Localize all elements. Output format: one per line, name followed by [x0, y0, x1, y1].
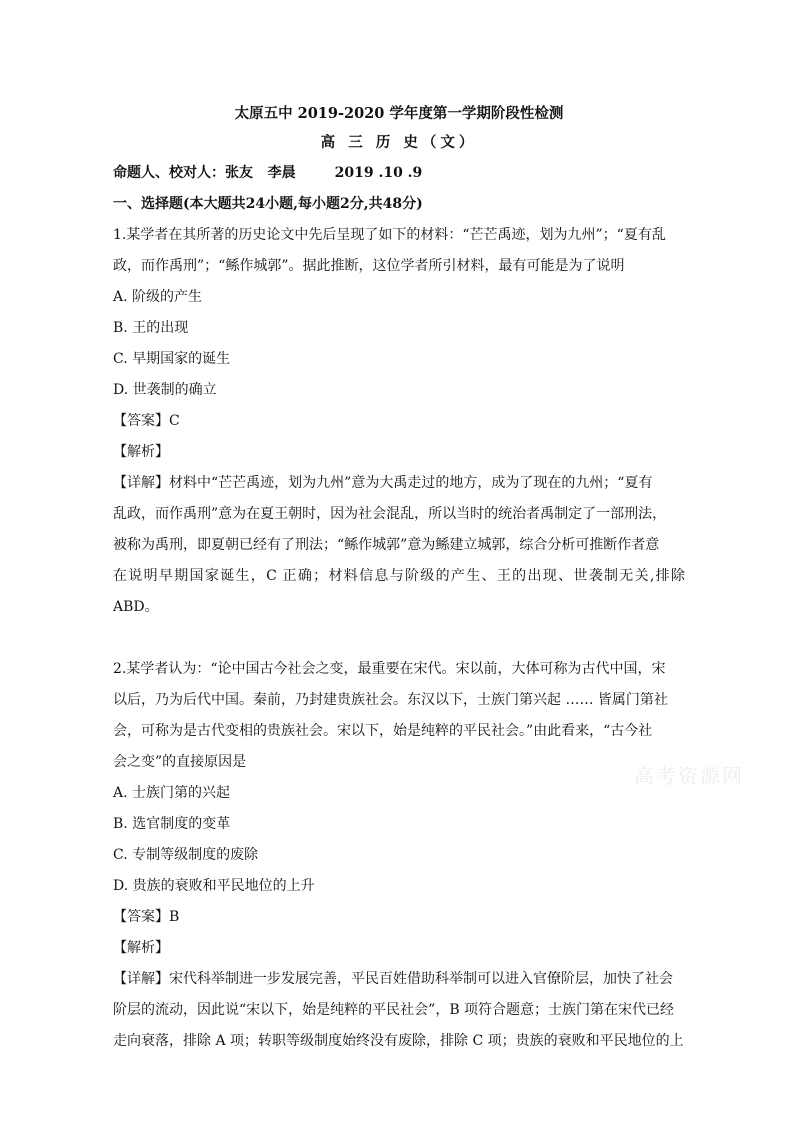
- question-2: [113, 654, 685, 1057]
- option-d: D. 贵族的衰败和平民地位的上升: [113, 878, 315, 894]
- question-stem-line: 2.某学者认为：“论中国古今社会之变，最重要在宋代。宋以前，大体可称为古代中国，宋: [113, 661, 666, 677]
- question-stem-line: 以后，乃为后代中国。秦前，乃封建贵族社会。东汉以下，士族门第兴起 …… 皆属门第社: [113, 692, 668, 708]
- option-a: A. 阶级的产生: [113, 289, 203, 305]
- section-heading: 一、选择题(本大题共24小题,每小题2分,共48分): [113, 196, 423, 212]
- blank-spacer: [113, 623, 685, 654]
- detail-line: 在说明早期国家诞生，C 正确；材料信息与阶级的产生、王的出现、世袭制无关,排除 ABD。: [113, 568, 685, 615]
- answer-label: 【答案】B: [113, 909, 180, 925]
- detail-line: 走向衰落，排除 A 项；转职等级制度始终没有废除，排除 C 项；贵族的衰败和平民地位的上: [113, 1033, 684, 1049]
- question-stem-line: 政，而作禹刑”；“鲧作城郭”。据此推断，这位学者所引材料，最有可能是为了说明: [113, 258, 625, 274]
- document-title: 太原五中 2019-2020 学年度第一学期阶段性检测: [234, 105, 564, 122]
- detail-line: 【详解】材料中“芒芒禹迹，划为九州”意为大禹走过的地方，成为了现在的九州；“夏有: [113, 475, 653, 491]
- question-stem-line: 会，可称为是古代变相的贵族社会。宋以下，始是纯粹的平民社会。”由此看来，“古今社: [113, 723, 653, 739]
- watermark-text: 高考资源网: [634, 764, 744, 788]
- document-subtitle: 高 三 历 史（文）: [320, 134, 478, 151]
- question-stem-line: 1.某学者在其所著的历史论文中先后呈现了如下的材料：“芒芒禹迹，划为九州”；“夏有乱: [113, 227, 666, 243]
- option-a: A. 士族门第的兴起: [113, 785, 231, 801]
- detail-line: 乱政，而作禹刑”意为在夏王朝时，因为社会混乱，所以当时的统治者禹制定了一部刑法，: [113, 506, 667, 522]
- detail-line: 阶层的流动，因此说“宋以下，始是纯粹的平民社会”，B 项符合题意；士族门第在宋代已经: [113, 1002, 675, 1018]
- option-c: C. 早期国家的诞生: [113, 351, 231, 367]
- option-b: B. 王的出现: [113, 320, 189, 336]
- question-1: [113, 220, 685, 623]
- option-c: C. 专制等级制度的废除: [113, 847, 259, 863]
- option-d: D. 世袭制的确立: [113, 382, 217, 398]
- question-stem-line: 会之变”的直接原因是: [113, 754, 247, 770]
- author-date-line: 命题人、校对人：张友 李晨 2019 .10 .9: [113, 165, 423, 181]
- analysis-label: 【解析】: [113, 444, 169, 460]
- answer-label: 【答案】C: [113, 413, 180, 429]
- detail-line: 【详解】宋代科举制进一步发展完善，平民百姓借助科举制可以进入官僚阶层，加快了社会: [113, 971, 673, 987]
- analysis-label: 【解析】: [113, 940, 169, 956]
- document-page: [113, 100, 685, 1057]
- detail-line: 被称为禹刑，即夏朝已经有了刑法；“鲧作城郭”意为鲧建立城郭，综合分析可推断作者意: [113, 537, 660, 553]
- option-b: B. 选官制度的变革: [113, 816, 231, 832]
